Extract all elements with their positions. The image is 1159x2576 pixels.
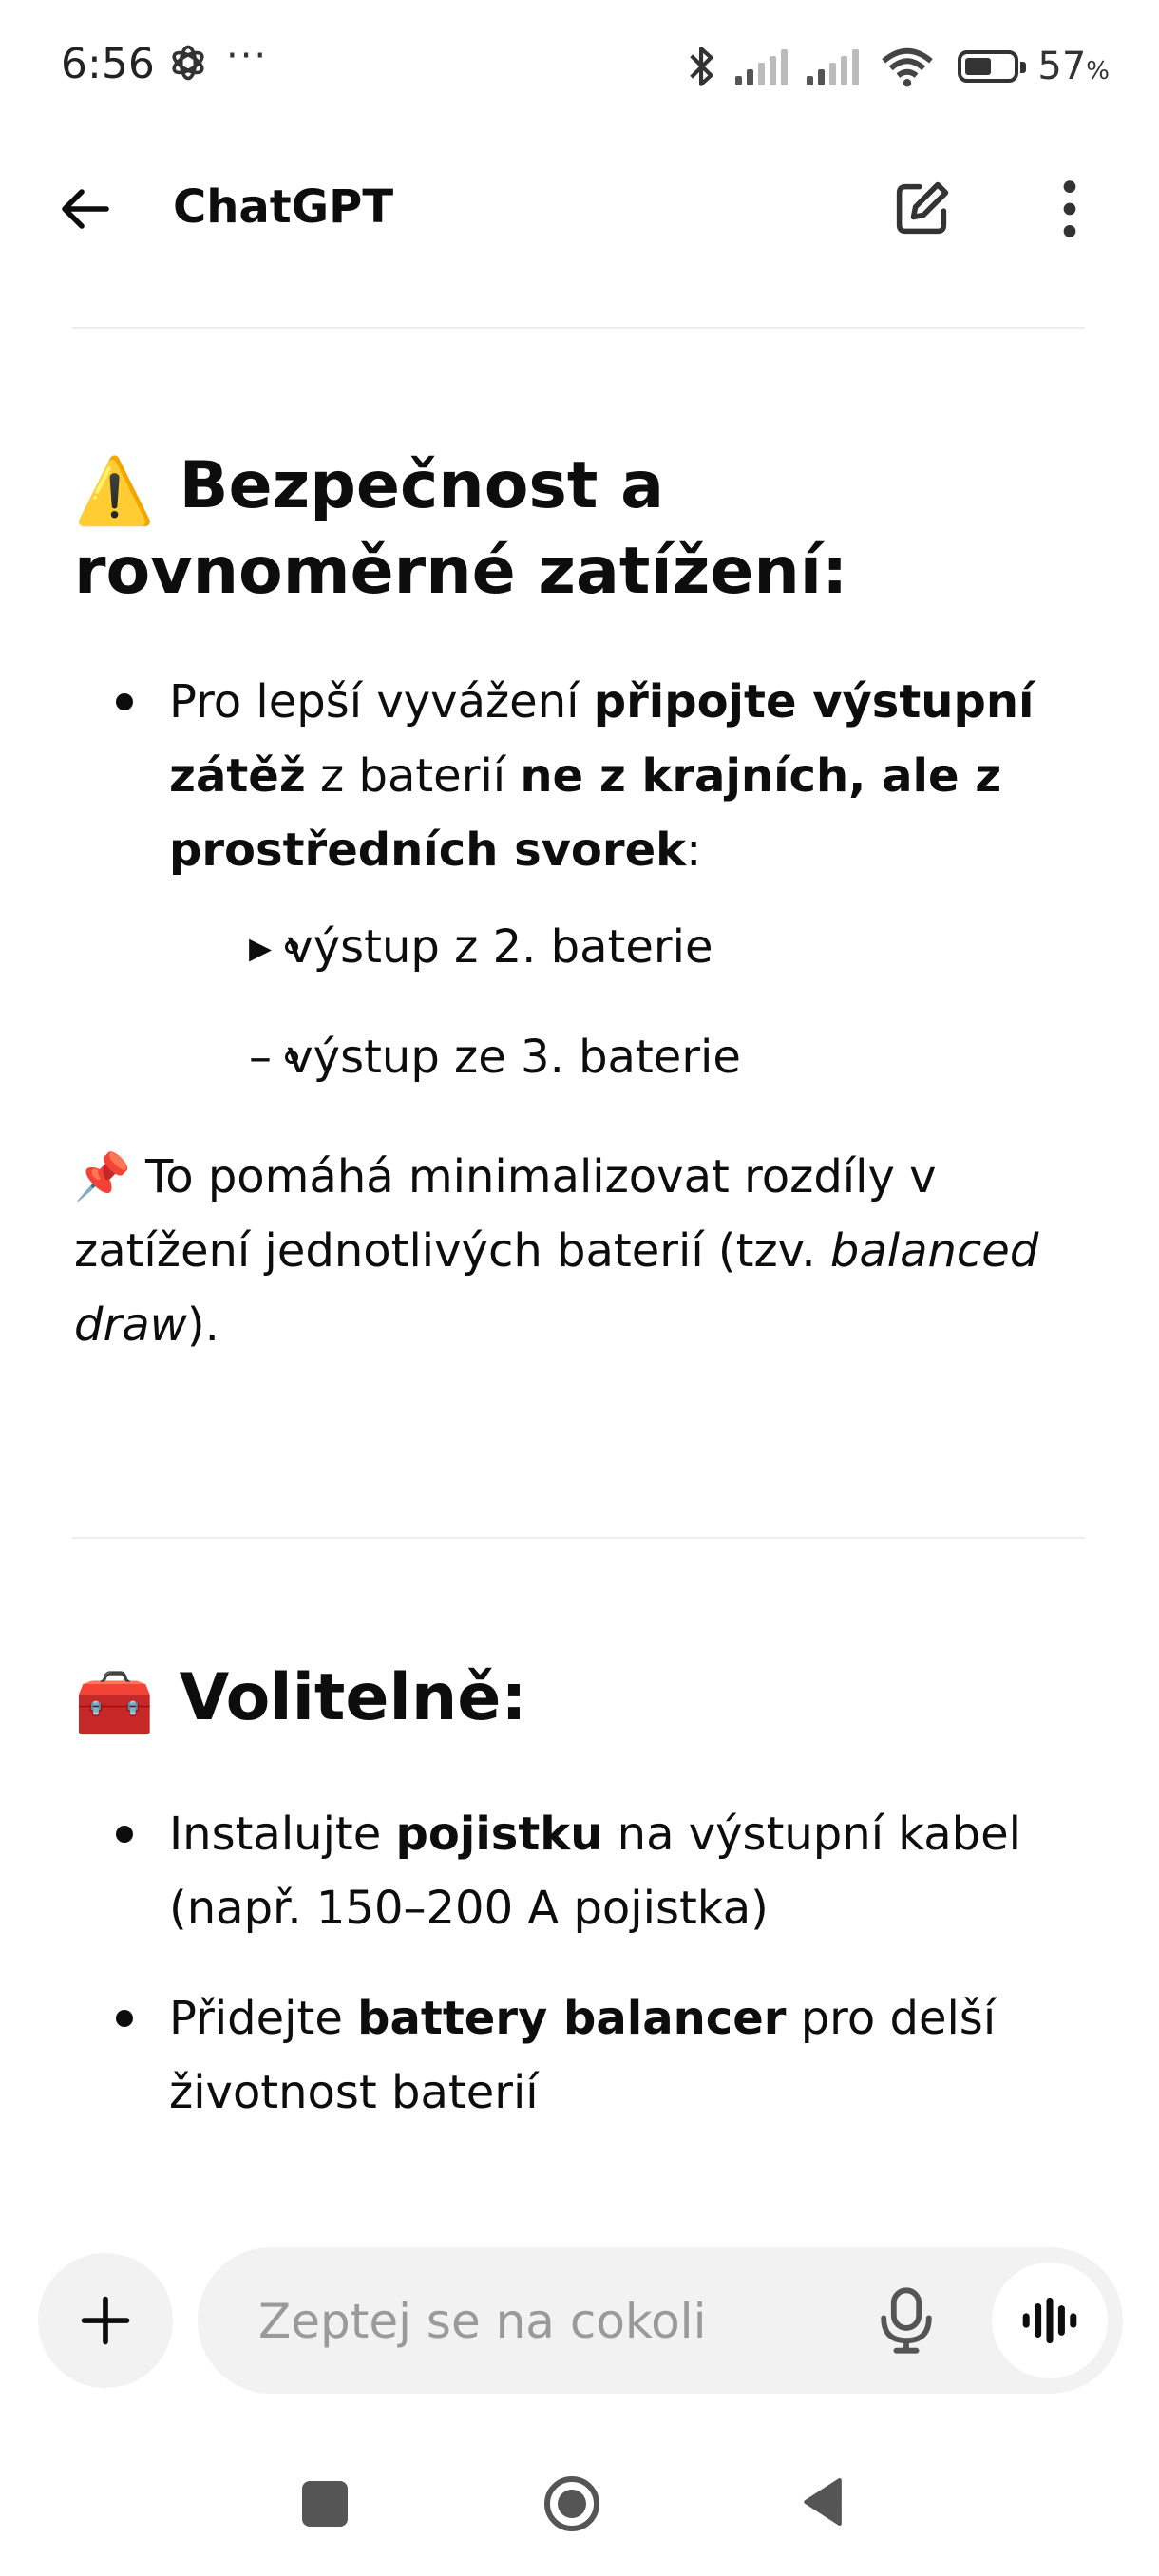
page-title: ChatGPT [173, 180, 394, 234]
bullet-list [74, 665, 1091, 1094]
system-nav-bar [0, 2432, 1159, 2576]
sub-list [169, 910, 1091, 1094]
more-notifications-icon: ··· [226, 34, 269, 78]
list-item: Přidejte battery balancer pro delší životnost baterií [74, 1981, 1091, 2130]
bullet-list [74, 1797, 1091, 2130]
section-optional [74, 1658, 1091, 2130]
microphone-icon[interactable] [872, 2285, 940, 2356]
list-item: Pro lepší vyvážení připojte výstupní zátěž z baterií ne z krajních, ale z prostředních svorek: ▸ výstup z 2. baterie – výstup ze 3. baterie [74, 665, 1091, 1094]
battery-icon [958, 50, 1018, 83]
message-composer [198, 2247, 1123, 2394]
battery-percent: 57% [1037, 45, 1110, 88]
add-attachment-button[interactable] [38, 2253, 173, 2388]
status-bar [0, 0, 1159, 133]
sub-list-item: ▸ výstup z 2. baterie [169, 910, 1091, 984]
status-time: 6:56 [61, 40, 155, 88]
more-vertical-icon[interactable] [1053, 177, 1087, 241]
voice-mode-button[interactable] [992, 2263, 1108, 2378]
divider [72, 327, 1085, 329]
warning-emoji-icon: ⚠️ [74, 454, 155, 529]
back-arrow-icon[interactable] [55, 179, 116, 239]
toolbox-emoji-icon: 🧰 [74, 1666, 155, 1741]
signal-strength-icon [807, 47, 859, 85]
home-circle-icon[interactable] [542, 2473, 602, 2534]
chatgpt-notification-icon [167, 42, 209, 84]
note-paragraph: 📌 To pomáhá minimalizovat rozdíly v zatížení jednotlivých baterií (tzv. balanced draw). [74, 1150, 1039, 1352]
back-triangle-icon[interactable] [798, 2473, 846, 2530]
pushpin-emoji-icon: 📌 [74, 1150, 131, 1203]
voice-waveform-icon [1020, 2297, 1079, 2344]
wifi-icon [880, 45, 935, 88]
bluetooth-icon [688, 43, 716, 90]
plus-icon [77, 2292, 134, 2349]
section-heading: 🧰 Volitelně: [74, 1658, 1091, 1744]
section-safety [74, 446, 1091, 1362]
message-input[interactable] [256, 2285, 830, 2358]
sub-list-item: – výstup ze 3. baterie [169, 1020, 1091, 1094]
status-icons [688, 38, 1110, 95]
signal-strength-icon [735, 47, 788, 85]
new-chat-edit-icon[interactable] [889, 177, 954, 241]
recents-square-icon[interactable] [302, 2481, 348, 2527]
divider [72, 1537, 1085, 1539]
app-header [0, 152, 1159, 266]
list-item: Instalujte pojistku na výstupní kabel (např. 150–200 A pojistka) [74, 1797, 1091, 1945]
section-heading: ⚠️ Bezpečnost a rovnoměrné zatížení: [74, 448, 848, 609]
